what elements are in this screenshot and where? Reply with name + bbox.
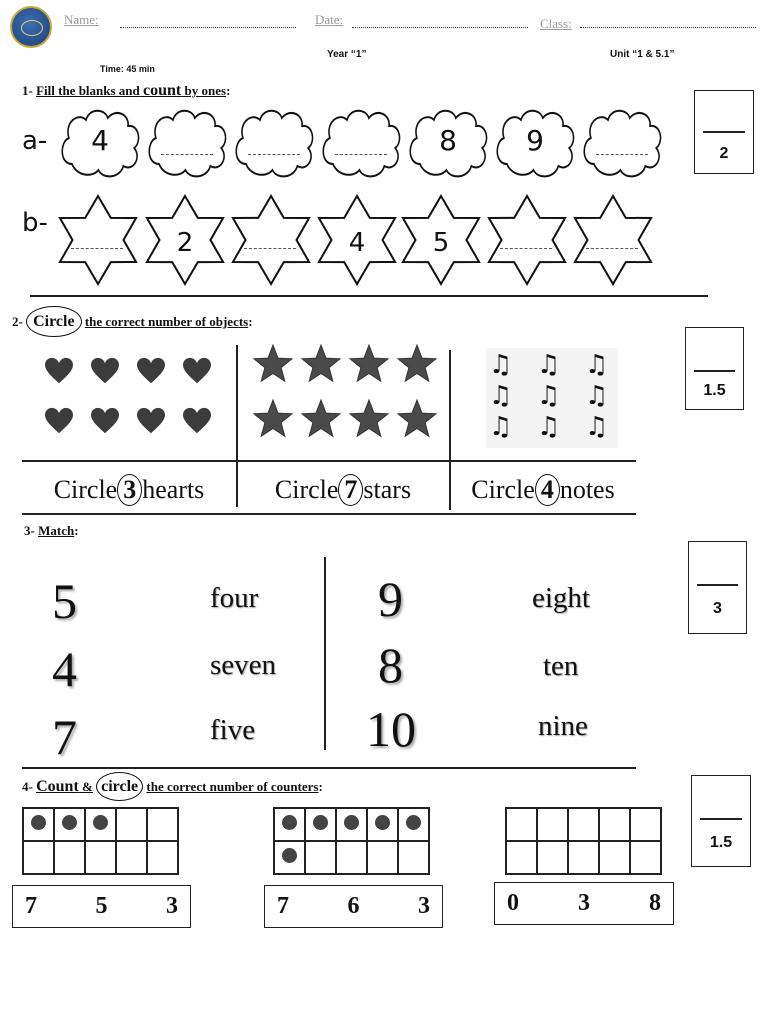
counter-dot: [282, 815, 297, 830]
hexagram-shape: [228, 194, 314, 286]
match-word[interactable]: seven: [210, 649, 277, 681]
q2-rule-bottom: [22, 513, 636, 515]
frame-cell: [116, 808, 147, 841]
frame-cell: [147, 841, 178, 874]
frame-cell: [537, 808, 568, 841]
caption-word: hearts: [142, 475, 205, 504]
frame-cell: [537, 841, 568, 874]
heart-icon[interactable]: [183, 357, 211, 385]
star-cell[interactable]: [228, 194, 314, 286]
q2-score: 1.5: [703, 382, 726, 399]
frame-cell: [630, 808, 661, 841]
frame-cell: [274, 808, 305, 841]
counter-dot: [93, 815, 108, 830]
answer-choice[interactable]: 8: [649, 890, 661, 916]
hexagram-shape: [484, 194, 570, 286]
frame-cell: [85, 841, 116, 874]
frame-cell: [54, 841, 85, 874]
cloud-cell[interactable]: [580, 106, 664, 182]
heart-icon[interactable]: [91, 407, 119, 435]
class-field[interactable]: [580, 27, 756, 28]
time-label: Time: 45 min: [100, 64, 155, 74]
answer-choice[interactable]: 3: [166, 893, 178, 919]
music-note-icon[interactable]: ♫: [585, 412, 609, 442]
frame-cell: [305, 808, 336, 841]
answer-box: [494, 882, 674, 925]
cloud-cell[interactable]: [232, 106, 316, 182]
frame-cell: [147, 808, 178, 841]
caption-number-circled[interactable]: 3: [117, 474, 142, 506]
cloud-blank[interactable]: [596, 154, 648, 155]
heart-icon[interactable]: [45, 407, 73, 435]
hexagram-shape: [55, 194, 141, 286]
date-field[interactable]: [352, 27, 528, 28]
counter-dot: [31, 815, 46, 830]
caption-notes: [450, 474, 636, 506]
music-note-icon[interactable]: ♫: [489, 412, 513, 442]
heart-icon[interactable]: [91, 357, 119, 385]
q1-score: 2: [719, 145, 729, 162]
q1-number: 1-: [22, 83, 33, 98]
q4-colon: :: [318, 779, 323, 794]
frame-cell: [506, 841, 537, 874]
q3-score: 3: [713, 600, 722, 617]
counter-dot: [375, 815, 390, 830]
cloud-number: 9: [526, 124, 544, 157]
cloud-cell[interactable]: [319, 106, 403, 182]
star-cell[interactable]: [484, 194, 570, 286]
star-number: 4: [348, 228, 366, 258]
cloud-shape: [319, 106, 403, 182]
star-number: 2: [176, 228, 194, 258]
match-number[interactable]: 7: [52, 709, 77, 765]
answer-box: [12, 885, 191, 928]
q3-rule-bottom: [22, 767, 636, 769]
q2-number: 2-: [12, 314, 23, 329]
cloud-cell[interactable]: [58, 106, 142, 182]
star-cell[interactable]: [55, 194, 141, 286]
counter-dot: [313, 815, 328, 830]
answer-choice[interactable]: 6: [347, 893, 360, 919]
cloud-number: 8: [439, 124, 457, 157]
q1-score-box: [694, 90, 754, 174]
cloud-blank[interactable]: [335, 154, 387, 155]
star-icon[interactable]: [252, 398, 294, 440]
q3-colon: :: [74, 523, 79, 538]
cloud-shape: [232, 106, 316, 182]
q1-title-part: by ones: [184, 83, 227, 98]
music-note-icon[interactable]: ♫: [585, 381, 609, 411]
cloud-shape: [580, 106, 664, 182]
q1-title-part: Fill the blanks and: [36, 83, 140, 98]
year-label: Year “1”: [327, 49, 367, 60]
star-blank[interactable]: [71, 248, 123, 249]
music-note-icon[interactable]: ♫: [537, 412, 561, 442]
caption-number-circled[interactable]: 4: [535, 474, 560, 506]
heart-icon[interactable]: [183, 407, 211, 435]
counter-dot: [62, 815, 77, 830]
frame-cell: [274, 841, 305, 874]
star-blank[interactable]: [586, 248, 638, 249]
q3-center-divider: [324, 557, 326, 750]
heart-icon[interactable]: [45, 357, 73, 385]
answer-choice[interactable]: 7: [277, 893, 289, 919]
answer-choice[interactable]: 3: [418, 893, 430, 919]
answer-choice[interactable]: 0: [507, 890, 519, 916]
cloud-blank[interactable]: [161, 154, 213, 155]
frame-cell: [54, 808, 85, 841]
q4-title-amp: &: [82, 779, 93, 794]
frame-cell: [398, 841, 429, 874]
star-cell[interactable]: [398, 194, 484, 286]
frame-cell: [630, 841, 661, 874]
match-number[interactable]: 8: [378, 637, 403, 693]
answer-choice[interactable]: 7: [25, 893, 37, 919]
caption-stars: [237, 474, 449, 506]
star-icon[interactable]: [348, 398, 390, 440]
frame-cell: [568, 808, 599, 841]
star-icon[interactable]: [252, 343, 294, 385]
cloud-shape: [145, 106, 229, 182]
q2-rule-top: [22, 460, 636, 462]
match-number[interactable]: 9: [378, 571, 403, 627]
cloud-blank[interactable]: [248, 154, 300, 155]
q1-row-b-label: b-: [22, 208, 48, 238]
match-word[interactable]: ten: [543, 650, 579, 682]
date-label: Date:: [315, 12, 344, 27]
class-label: Class:: [540, 16, 572, 31]
answer-box: [264, 885, 443, 928]
q1-row-a-label: a-: [22, 126, 48, 156]
ten-frame: [22, 807, 179, 875]
frame-cell: [506, 808, 537, 841]
q4-number: 4-: [22, 779, 33, 794]
cloud-number: 4: [91, 124, 109, 157]
cloud-cell[interactable]: [145, 106, 229, 182]
heart-icon[interactable]: [137, 407, 165, 435]
frame-cell: [116, 841, 147, 874]
music-note-icon[interactable]: ♫: [489, 381, 513, 411]
school-logo: [10, 6, 52, 48]
star-icon[interactable]: [396, 343, 438, 385]
match-word[interactable]: five: [210, 714, 256, 746]
unit-label: Unit “1 & 5.1”: [610, 49, 675, 60]
frame-cell: [305, 841, 336, 874]
frame-cell: [599, 808, 630, 841]
frame-cell: [398, 808, 429, 841]
q4-title-count: Count: [36, 778, 79, 795]
frame-cell: [336, 808, 367, 841]
q2-title: [12, 313, 253, 331]
star-icon[interactable]: [396, 398, 438, 440]
star-icon[interactable]: [300, 398, 342, 440]
star-cell[interactable]: [142, 194, 228, 286]
caption-word: stars: [363, 475, 412, 504]
match-number[interactable]: 5: [52, 573, 77, 629]
q1-title: [22, 82, 230, 100]
caption-word: Circle: [274, 475, 339, 504]
q4-score-box: [691, 775, 751, 867]
q3-number: 3-: [24, 523, 35, 538]
ten-frame: [505, 807, 662, 875]
cloud-cell[interactable]: [406, 106, 490, 182]
frame-cell: [336, 841, 367, 874]
frame-cell: [599, 841, 630, 874]
star-blank[interactable]: [500, 248, 552, 249]
answer-choice[interactable]: 5: [95, 893, 108, 919]
q1-title-count: count: [143, 82, 182, 99]
q2-title-circle: Circle: [26, 306, 81, 337]
star-icon[interactable]: [300, 343, 342, 385]
hexagram-shape: [570, 194, 656, 286]
q3-title-text: Match: [38, 523, 75, 538]
name-field[interactable]: [120, 27, 296, 28]
caption-word: notes: [559, 475, 615, 504]
q4-title-rest: the correct number of counters: [146, 779, 319, 794]
frame-cell: [23, 808, 54, 841]
match-number[interactable]: 10: [366, 701, 416, 757]
star-cell[interactable]: [314, 194, 400, 286]
caption-hearts: [22, 474, 236, 506]
frame-cell: [367, 841, 398, 874]
q2-colon: :: [248, 314, 253, 329]
name-label: Name:: [64, 12, 99, 27]
counter-dot: [344, 815, 359, 830]
heart-icon[interactable]: [137, 357, 165, 385]
q2-title-rest: the correct number of objects: [84, 314, 249, 329]
star-icon[interactable]: [348, 343, 390, 385]
music-note-icon[interactable]: ♫: [537, 350, 561, 380]
caption-word: Circle: [471, 475, 535, 504]
section-divider: [30, 295, 708, 297]
match-number[interactable]: 4: [52, 641, 77, 697]
counter-dot: [282, 848, 297, 863]
music-note-icon[interactable]: ♫: [489, 350, 513, 380]
q2-score-box: [685, 327, 744, 410]
q3-title: [24, 523, 79, 539]
q3-score-box: [688, 541, 747, 634]
answer-choice[interactable]: 3: [578, 890, 590, 916]
frame-cell: [23, 841, 54, 874]
match-word[interactable]: nine: [538, 710, 588, 742]
star-number: 5: [432, 228, 450, 258]
frame-cell: [85, 808, 116, 841]
star-cell[interactable]: [570, 194, 656, 286]
music-note-icon[interactable]: ♫: [537, 381, 561, 411]
cloud-cell[interactable]: [493, 106, 577, 182]
music-note-icon[interactable]: ♫: [585, 350, 609, 380]
match-word[interactable]: eight: [532, 582, 590, 614]
q4-title: [22, 778, 323, 796]
q1-colon: :: [226, 83, 231, 98]
frame-cell: [568, 841, 599, 874]
q4-title-circle: circle: [96, 772, 143, 801]
match-word[interactable]: four: [210, 582, 259, 614]
frame-cell: [367, 808, 398, 841]
caption-word: Circle: [53, 475, 118, 504]
star-blank[interactable]: [244, 248, 296, 249]
counter-dot: [406, 815, 421, 830]
q4-score: 1.5: [709, 834, 733, 851]
ten-frame: [273, 807, 430, 875]
caption-number-circled[interactable]: 7: [338, 474, 363, 506]
